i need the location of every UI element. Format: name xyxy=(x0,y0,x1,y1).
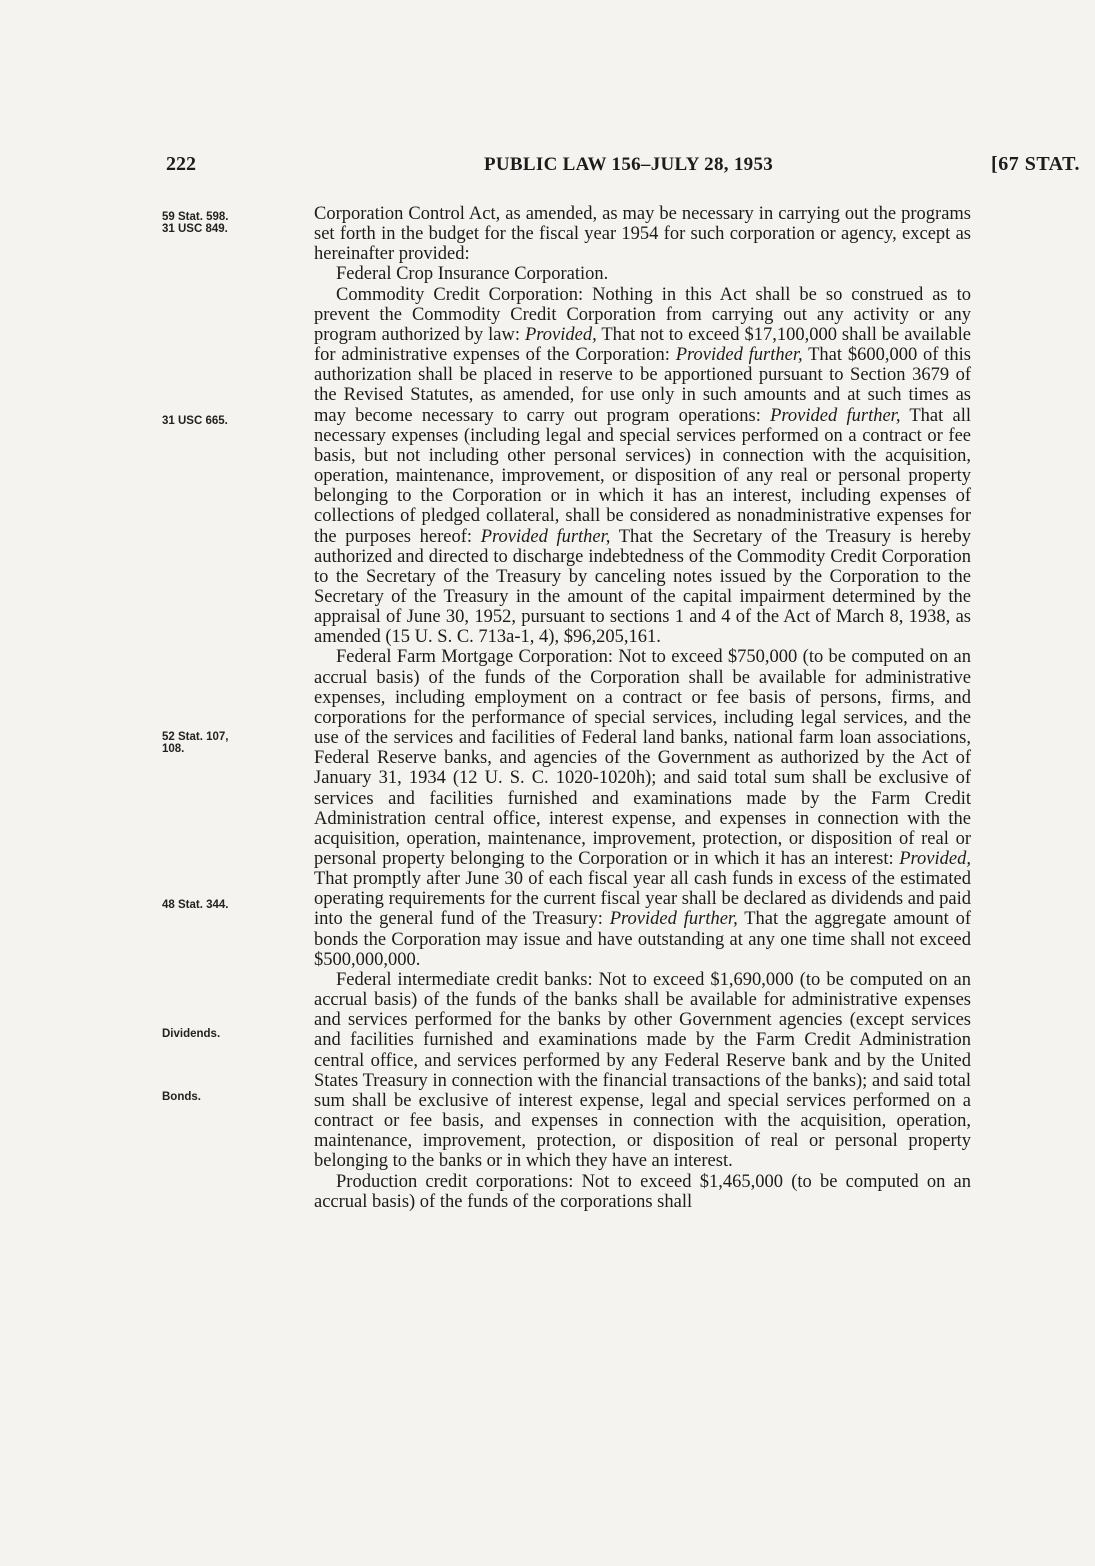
volume-citation: [67 STAT. xyxy=(991,153,1080,175)
margin-note-line: Bonds. xyxy=(162,1091,201,1103)
paragraph-federal-intermediate-credit: Federal intermediate credit banks: Not to exceed $1,690,000 (to be computed on an accrual basis) of the funds of the banks shall be available for administrative expenses and services performed for the banks by other Government agencies (except services and facilities furnished and examinations made by the Farm Credit Administration central office, and services performed by any Federal Reserve bank and by the United States Treasury in connection with the financial transactions of the banks); and said total sum shall be exclusive of interest expense, legal and special services performed on a contract or fee basis, and expenses in connection with the acquisition, operation, maintenance, improvement, protection, or disposition of real or personal property belonging to the banks or in which they have an interest. xyxy=(314,969,971,1172)
text-run: That the aggregate amount of bonds the Corporation may issue and have outstanding at any one time shall not exceed $500,000,000. xyxy=(314,909,972,970)
proviso-italic: Provided further, xyxy=(480,526,611,547)
running-title: PUBLIC LAW 156–JULY 28, 1953 xyxy=(484,154,774,175)
page-number: 222 xyxy=(166,153,196,175)
paragraph-production-credit: Production credit corporations: Not to exceed $1,465,000 (to be computed on an accrual basis) of the funds of the corporations shall xyxy=(314,1171,971,1212)
margin-note-line: 31 USC 665. xyxy=(162,415,228,427)
text-run: That $600,000 of this authorization shall be placed in reserve to be apportioned pursuant to Section 3679 of the Revised Statutes, as amended, for use only in such amounts and at such times as may become necessary to carry out program operations: xyxy=(314,345,971,426)
margin-note-line: 48 Stat. 344. xyxy=(162,899,229,911)
margin-note-bonds xyxy=(162,1091,307,1103)
statute-body xyxy=(314,204,971,1212)
text-run: That the Secretary of the Treasury is hereby authorized and directed to discharge indebtedness of the Commodity Credit Corporation to the Secretary of the Treasury by canceling notes issued by the Corporation to the Secretary of the Treasury in the amount of the capital impairment determined by the appraisal of June 30, 1952, pursuant to sections 1 and 4 of the Act of March 8, 1938, as amended (15 U. S. C. 713a-1, 4), $96,205,161. xyxy=(314,526,971,648)
paragraph-federal-crop-insurance: Federal Crop Insurance Corporation. xyxy=(336,264,609,285)
text-run: That promptly after June 30 of each fiscal year all cash funds in excess of the estimated operating requirements for the current fiscal year shall be declared as dividends and paid into the general fund of the Treasury: xyxy=(314,869,971,930)
margin-note-31-usc-665 xyxy=(162,415,307,427)
margin-note-52-stat xyxy=(162,731,307,755)
text-run: Federal Farm Mortgage Corporation: Not to exceed $750,000 (to be computed on an accrual basis) of the funds of the Corporation shall be available for administrative expenses, including employment on a contract or fee basis of persons, firms, and corporations for the performance of special services, including legal services, and the use of the services and facilities of Federal land banks, national farm loan associations, Federal Reserve banks, and agencies of the Government as authorized by the Act of January 31, 1934 (12 U. S. C. 1020-1020h); and said total sum shall be exclusive of services and facilities furnished and examinations made by the Farm Credit Administration central office, interest expense, and expenses in connection with the acquisition, operation, maintenance, improvement, protection, or disposition of real or personal property belonging to the Corporation or in which it has an interest: xyxy=(314,647,971,869)
margin-note-line: 108. xyxy=(162,743,185,755)
proviso-italic: Provided, xyxy=(899,849,971,869)
margin-note-line: Dividends. xyxy=(162,1028,221,1040)
margin-note-line: 52 Stat. 107, xyxy=(162,731,229,743)
paragraph-corporation-control-act: Corporation Control Act, as amended, as may be necessary in carrying out the programs set forth in the budget for the fiscal year 1954 for such corporation or agency, except as hereinafter provided: xyxy=(314,204,971,265)
margin-note-dividends xyxy=(162,1028,307,1040)
paragraph-federal-farm-mortgage xyxy=(314,647,971,970)
text-run: Commodity Credit Corporation: Nothing in this Act shall be so construed as to prevent the Commodity Credit Corporation from carrying out any activity or any program authorized by law: xyxy=(314,284,971,345)
proviso-italic: Provided further, xyxy=(770,405,901,426)
page-header xyxy=(166,153,1086,183)
proviso-italic: Provided further, xyxy=(609,909,738,930)
margin-note-59-stat xyxy=(162,211,307,235)
paragraph-commodity-credit xyxy=(314,285,971,648)
proviso-italic: Provided, xyxy=(524,324,597,345)
proviso-italic: Provided further, xyxy=(675,345,803,366)
text-run: That not to exceed $17,100,000 shall be available for administrative expenses of the Corporation: xyxy=(314,324,971,366)
margin-note-line: 31 USC 849. xyxy=(162,223,228,235)
margin-note-48-stat xyxy=(162,899,307,911)
margin-note-line: 59 Stat. 598. xyxy=(162,211,229,223)
text-run: That all necessary expenses (including legal and special services performed on a contract or fee basis, but not including other personal services) in connection with the acquisition, operation, maintenance, improvement, or disposition of any real or personal property belonging to the Corporation or in which it has an interest, including expenses of collections of pledged collateral, shall be considered as nonadministrative expenses for the purposes hereof: xyxy=(314,405,971,547)
